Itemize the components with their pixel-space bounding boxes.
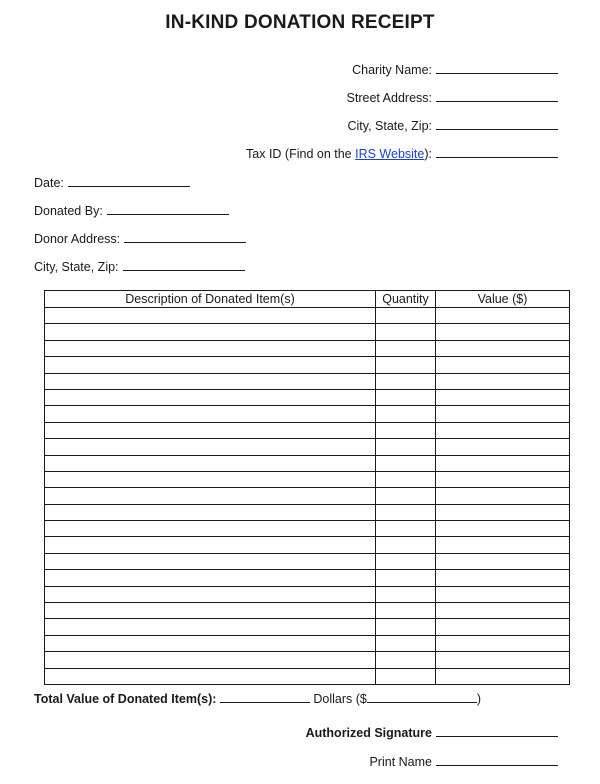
donor-city-state-zip-label: City, State, Zip:	[34, 260, 119, 274]
quantity-cell[interactable]	[376, 521, 436, 537]
quantity-cell[interactable]	[376, 553, 436, 569]
tax-id-label-suffix: ):	[424, 147, 432, 161]
description-cell[interactable]	[45, 488, 376, 504]
description-cell[interactable]	[45, 668, 376, 684]
dollars-close-paren: )	[476, 692, 482, 706]
print-name-line[interactable]	[436, 754, 558, 766]
value-cell[interactable]	[436, 308, 570, 324]
table-row	[45, 439, 570, 455]
donated-by-field[interactable]	[34, 203, 229, 218]
table-row	[45, 553, 570, 569]
table-row	[45, 406, 570, 422]
value-cell[interactable]	[436, 586, 570, 602]
table-row	[45, 324, 570, 340]
description-cell[interactable]	[45, 504, 376, 520]
table-row	[45, 635, 570, 651]
value-cell[interactable]	[436, 553, 570, 569]
street-address-label: Street Address:	[346, 91, 432, 105]
description-cell[interactable]	[45, 635, 376, 651]
quantity-cell[interactable]	[376, 652, 436, 668]
quantity-cell[interactable]	[376, 340, 436, 356]
authorized-signature-label: Authorized Signature	[305, 726, 432, 740]
document-title: IN-KIND DONATION RECEIPT	[165, 12, 435, 33]
irs-website-link[interactable]: IRS Website	[355, 147, 425, 161]
total-value-label: Total Value of Donated Item(s):	[34, 692, 217, 706]
date-label: Date:	[34, 176, 64, 190]
table-row	[45, 422, 570, 438]
donated-items-table	[44, 290, 570, 685]
description-cell[interactable]	[45, 521, 376, 537]
description-cell[interactable]	[45, 652, 376, 668]
value-cell[interactable]	[436, 357, 570, 373]
authorized-signature-line[interactable]	[436, 725, 558, 737]
description-cell[interactable]	[45, 455, 376, 471]
total-value-field[interactable]	[34, 691, 481, 706]
print-name-field[interactable]	[369, 754, 558, 769]
header-description: Description of Donated Item(s)	[45, 291, 376, 308]
table-row	[45, 570, 570, 586]
charity-city-state-zip-line[interactable]	[436, 118, 558, 130]
value-cell[interactable]	[436, 488, 570, 504]
description-cell[interactable]	[45, 340, 376, 356]
value-cell[interactable]	[436, 521, 570, 537]
quantity-cell[interactable]	[376, 357, 436, 373]
table-body	[45, 308, 570, 685]
street-address-field[interactable]	[347, 90, 558, 105]
table-row	[45, 521, 570, 537]
description-cell[interactable]	[45, 406, 376, 422]
dollars-label: Dollars ($	[313, 692, 367, 706]
table-row	[45, 455, 570, 471]
charity-name-line[interactable]	[436, 62, 558, 74]
table-row	[45, 504, 570, 520]
value-cell[interactable]	[436, 373, 570, 389]
description-cell[interactable]	[45, 619, 376, 635]
charity-city-state-zip-field[interactable]	[347, 118, 558, 133]
charity-name-field[interactable]	[352, 62, 558, 77]
value-cell[interactable]	[436, 324, 570, 340]
total-value-line[interactable]	[220, 691, 310, 703]
donor-address-label: Donor Address:	[34, 232, 121, 246]
value-cell[interactable]	[436, 635, 570, 651]
quantity-cell[interactable]	[376, 389, 436, 405]
table-row	[45, 340, 570, 356]
charity-name-label: Charity Name:	[352, 63, 432, 77]
table-row	[45, 357, 570, 373]
quantity-cell[interactable]	[376, 586, 436, 602]
value-cell[interactable]	[436, 504, 570, 520]
quantity-cell[interactable]	[376, 603, 436, 619]
value-cell[interactable]	[436, 603, 570, 619]
quantity-cell[interactable]	[376, 471, 436, 487]
tax-id-field[interactable]	[246, 146, 558, 161]
donor-city-state-zip-field[interactable]	[34, 259, 245, 274]
date-field[interactable]	[34, 175, 190, 190]
quantity-cell[interactable]	[376, 422, 436, 438]
authorized-signature-field[interactable]	[306, 725, 558, 740]
street-address-line[interactable]	[436, 90, 558, 102]
table-row	[45, 652, 570, 668]
table-row	[45, 619, 570, 635]
description-cell[interactable]	[45, 537, 376, 553]
donor-city-state-zip-line[interactable]	[123, 259, 245, 271]
description-cell[interactable]	[45, 586, 376, 602]
quantity-cell[interactable]	[376, 668, 436, 684]
date-line[interactable]	[68, 175, 190, 187]
quantity-cell[interactable]	[376, 324, 436, 340]
quantity-cell[interactable]	[376, 570, 436, 586]
quantity-cell[interactable]	[376, 537, 436, 553]
quantity-cell[interactable]	[376, 619, 436, 635]
description-cell[interactable]	[45, 603, 376, 619]
donor-address-field[interactable]	[34, 231, 246, 246]
description-cell[interactable]	[45, 570, 376, 586]
table-row	[45, 586, 570, 602]
value-cell[interactable]	[436, 340, 570, 356]
value-cell[interactable]	[436, 455, 570, 471]
dollars-amount-line[interactable]	[367, 691, 477, 703]
donor-address-line[interactable]	[124, 231, 246, 243]
header-value: Value ($)	[436, 291, 570, 308]
description-cell[interactable]	[45, 439, 376, 455]
description-cell[interactable]	[45, 357, 376, 373]
quantity-cell[interactable]	[376, 455, 436, 471]
table-row	[45, 471, 570, 487]
value-cell[interactable]	[436, 652, 570, 668]
quantity-cell[interactable]	[376, 406, 436, 422]
value-cell[interactable]	[436, 570, 570, 586]
quantity-cell[interactable]	[376, 308, 436, 324]
value-cell[interactable]	[436, 439, 570, 455]
quantity-cell[interactable]	[376, 488, 436, 504]
description-cell[interactable]	[45, 389, 376, 405]
description-cell[interactable]	[45, 471, 376, 487]
quantity-cell[interactable]	[376, 439, 436, 455]
description-cell[interactable]	[45, 373, 376, 389]
value-cell[interactable]	[436, 406, 570, 422]
description-cell[interactable]	[45, 553, 376, 569]
table-header-row	[45, 291, 570, 308]
description-cell[interactable]	[45, 422, 376, 438]
table-row	[45, 537, 570, 553]
table-row	[45, 308, 570, 324]
table-row	[45, 373, 570, 389]
value-cell[interactable]	[436, 389, 570, 405]
table-row	[45, 668, 570, 684]
description-cell[interactable]	[45, 324, 376, 340]
table-row	[45, 389, 570, 405]
print-name-label: Print Name	[369, 755, 432, 769]
table-row	[45, 488, 570, 504]
quantity-cell[interactable]	[376, 635, 436, 651]
description-cell[interactable]	[45, 308, 376, 324]
value-cell[interactable]	[436, 422, 570, 438]
tax-id-line[interactable]	[436, 146, 558, 158]
value-cell[interactable]	[436, 471, 570, 487]
charity-city-state-zip-label: City, State, Zip:	[347, 119, 432, 133]
quantity-cell[interactable]	[376, 373, 436, 389]
header-quantity: Quantity	[376, 291, 436, 308]
value-cell[interactable]	[436, 537, 570, 553]
quantity-cell[interactable]	[376, 504, 436, 520]
value-cell[interactable]	[436, 668, 570, 684]
tax-id-label-prefix: Tax ID (Find on the	[246, 147, 356, 161]
donated-by-label: Donated By:	[34, 204, 103, 218]
table-row	[45, 603, 570, 619]
donated-by-line[interactable]	[107, 203, 229, 215]
value-cell[interactable]	[436, 619, 570, 635]
